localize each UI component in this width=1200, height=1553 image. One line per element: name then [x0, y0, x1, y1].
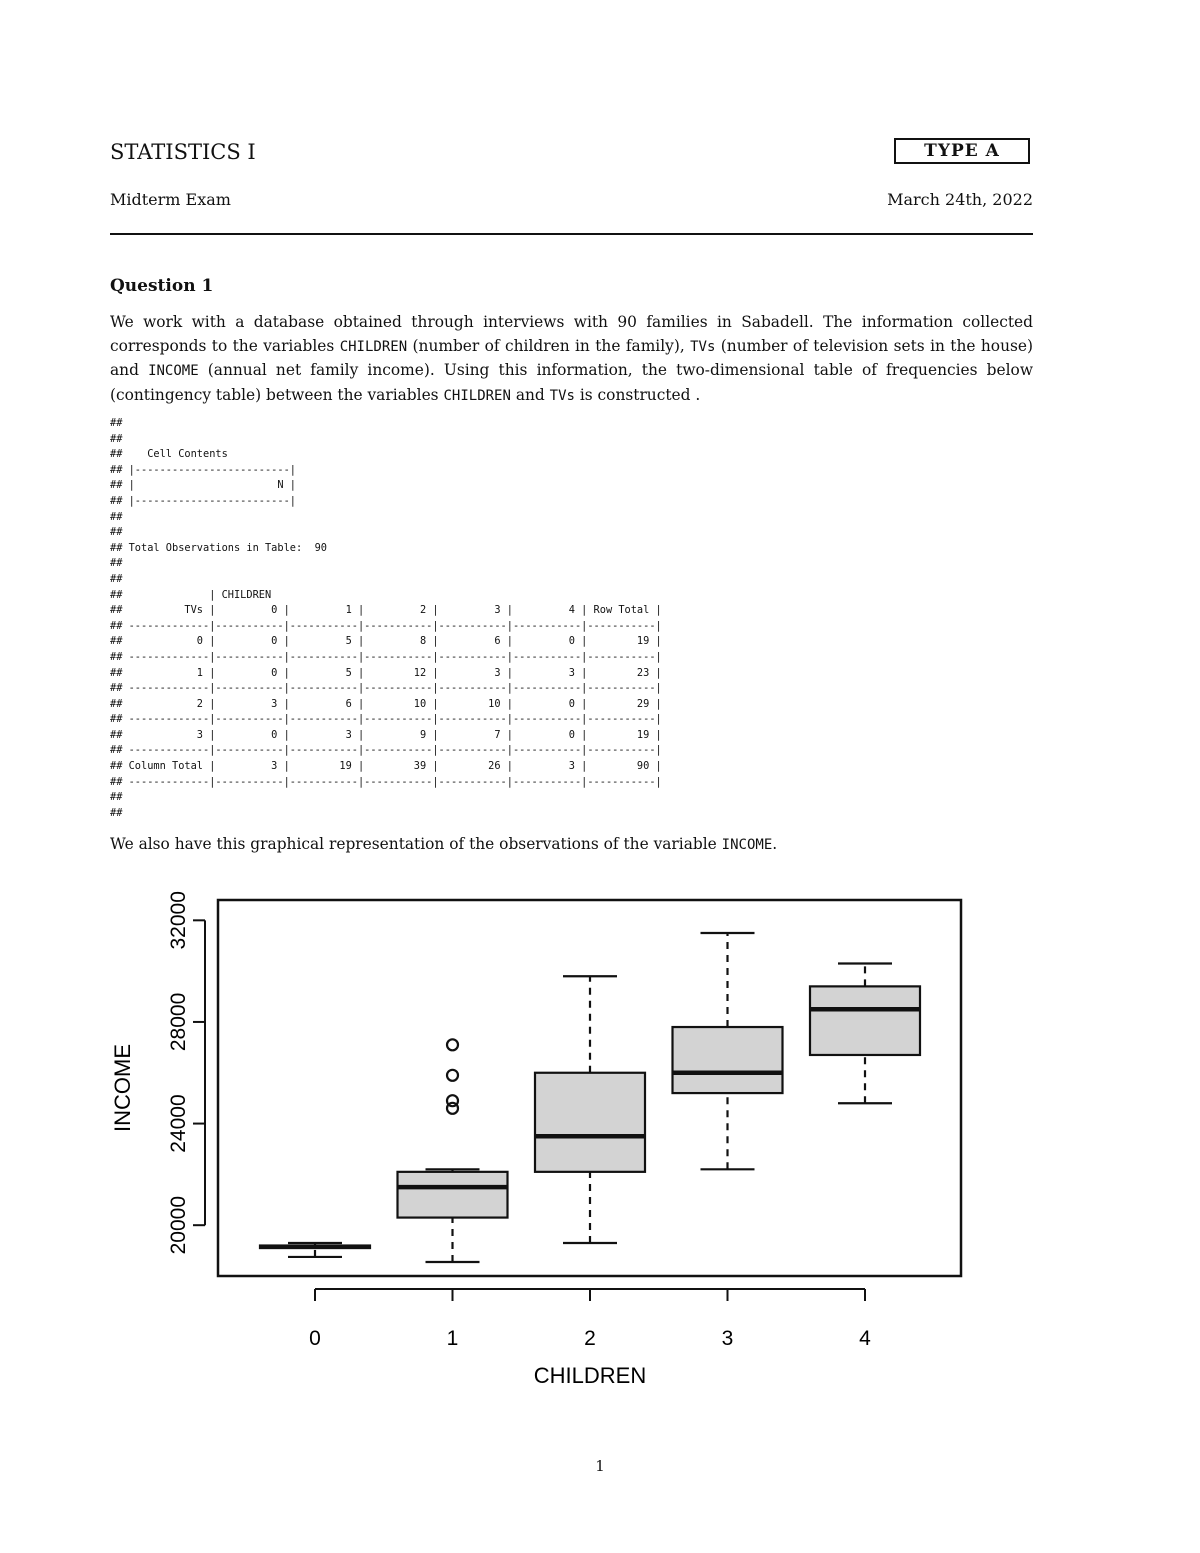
paragraph-text: is constructed . [574, 385, 701, 404]
outlier-point [447, 1103, 458, 1114]
paragraph-text: We work with a database obtained through interviews with 90 families in Sabadell. The information collected corresponds to the variables [110, 313, 1033, 355]
interquartile-box [810, 986, 920, 1055]
contingency-table-output: ## ## ## Cell Contents ## |-------------------------| ## | N | ## |-------------------------| ## ## ## Total Observations in Table: 90 ## ## ## | CHILDREN ## TVs | 0 | 1 | 2 | 3 | 4 | Row Total | ## -------------|-----------|-----------|-----------|-----------|-----------|-----------| ## 0 | 0 | 5 | 8 | 6 | 0 | 19 | ## -------------|-----------|-----------|-----------|-----------|-----------|-----------| ## 1 | 0 | 5 | 12 | 3 | 3 | 23 | ## -------------|-----------|-----------|-----------|-----------|-----------|-----------| ## 2 | 3 | 6 | 10 | 10 | 0 | 29 | ## -------------|-----------|-----------|-----------|-----------|-----------|-----------| ## 3 | 0 | 3 | 9 | 7 | 0 | 19 | ## -------------|-----------|-----------|-----------|-----------|-----------|-----------| ## Column Total | 3 | 19 | 39 | 26 | 3 | 90 | ## -------------|-----------|-----------|-----------|-----------|-----------|-----------| ## ## [110, 417, 662, 819]
y-tick-label: 20000 [167, 1195, 190, 1255]
paragraph-text: (number of children in the family), [407, 336, 691, 355]
paragraph-text: (annual net family income). Using this information, the two-dimensional table of frequencies below (contingency table) between the variables [110, 361, 1033, 404]
box-group-children-3 [673, 933, 783, 1169]
paragraph-variable-name: INCOME [148, 363, 199, 379]
question-title: Question 1 [110, 276, 214, 296]
intro-text: . [772, 835, 778, 853]
exam-name: Midterm Exam [110, 190, 231, 209]
intro-text: We also have this graphical representation of the observations of the variable [110, 835, 722, 853]
x-axis-label: CHILDREN [533, 1363, 647, 1388]
page-number: 1 [595, 1457, 605, 1475]
outlier-point [447, 1039, 458, 1050]
box-group-children-1 [398, 1039, 508, 1262]
y-axis [167, 891, 205, 1254]
exam-type-badge: TYPE A [894, 138, 1030, 164]
box-group-children-4 [810, 964, 920, 1104]
x-tick-label: 2 [584, 1327, 596, 1350]
intro-variable-name: INCOME [721, 837, 773, 853]
paragraph-text: (number of television sets in the house) and [110, 336, 1033, 379]
income-boxplot-chart [0, 860, 1000, 1400]
x-tick-label: 4 [859, 1327, 871, 1350]
box-group-children-0 [260, 1243, 370, 1257]
interquartile-box [535, 1073, 645, 1172]
paragraph-variable-name: CHILDREN [339, 338, 408, 355]
boxplot-groups [260, 933, 920, 1262]
box-group-children-2 [535, 976, 645, 1243]
question-paragraph [110, 311, 1033, 408]
y-tick-label: 28000 [167, 992, 190, 1052]
y-tick-label: 32000 [167, 891, 190, 950]
outlier-point [447, 1070, 458, 1081]
x-axis [309, 1289, 871, 1350]
x-tick-label: 1 [446, 1327, 459, 1350]
y-tick-label: 24000 [167, 1094, 190, 1153]
x-tick-label: 3 [721, 1327, 734, 1350]
header-divider [110, 233, 1033, 235]
graph-intro-text [110, 835, 777, 853]
paragraph-variable-name: TVs [690, 338, 716, 355]
paragraph-variable-name: TVs [549, 387, 575, 404]
interquartile-box [398, 1172, 508, 1218]
interquartile-box [673, 1027, 783, 1093]
course-title: STATISTICS I [110, 140, 256, 164]
x-tick-label: 0 [309, 1327, 321, 1350]
paragraph-text: and [510, 385, 550, 404]
paragraph-variable-name: CHILDREN [443, 387, 511, 404]
exam-date: March 24th, 2022 [887, 190, 1033, 209]
y-axis-label: INCOME [110, 1044, 135, 1132]
